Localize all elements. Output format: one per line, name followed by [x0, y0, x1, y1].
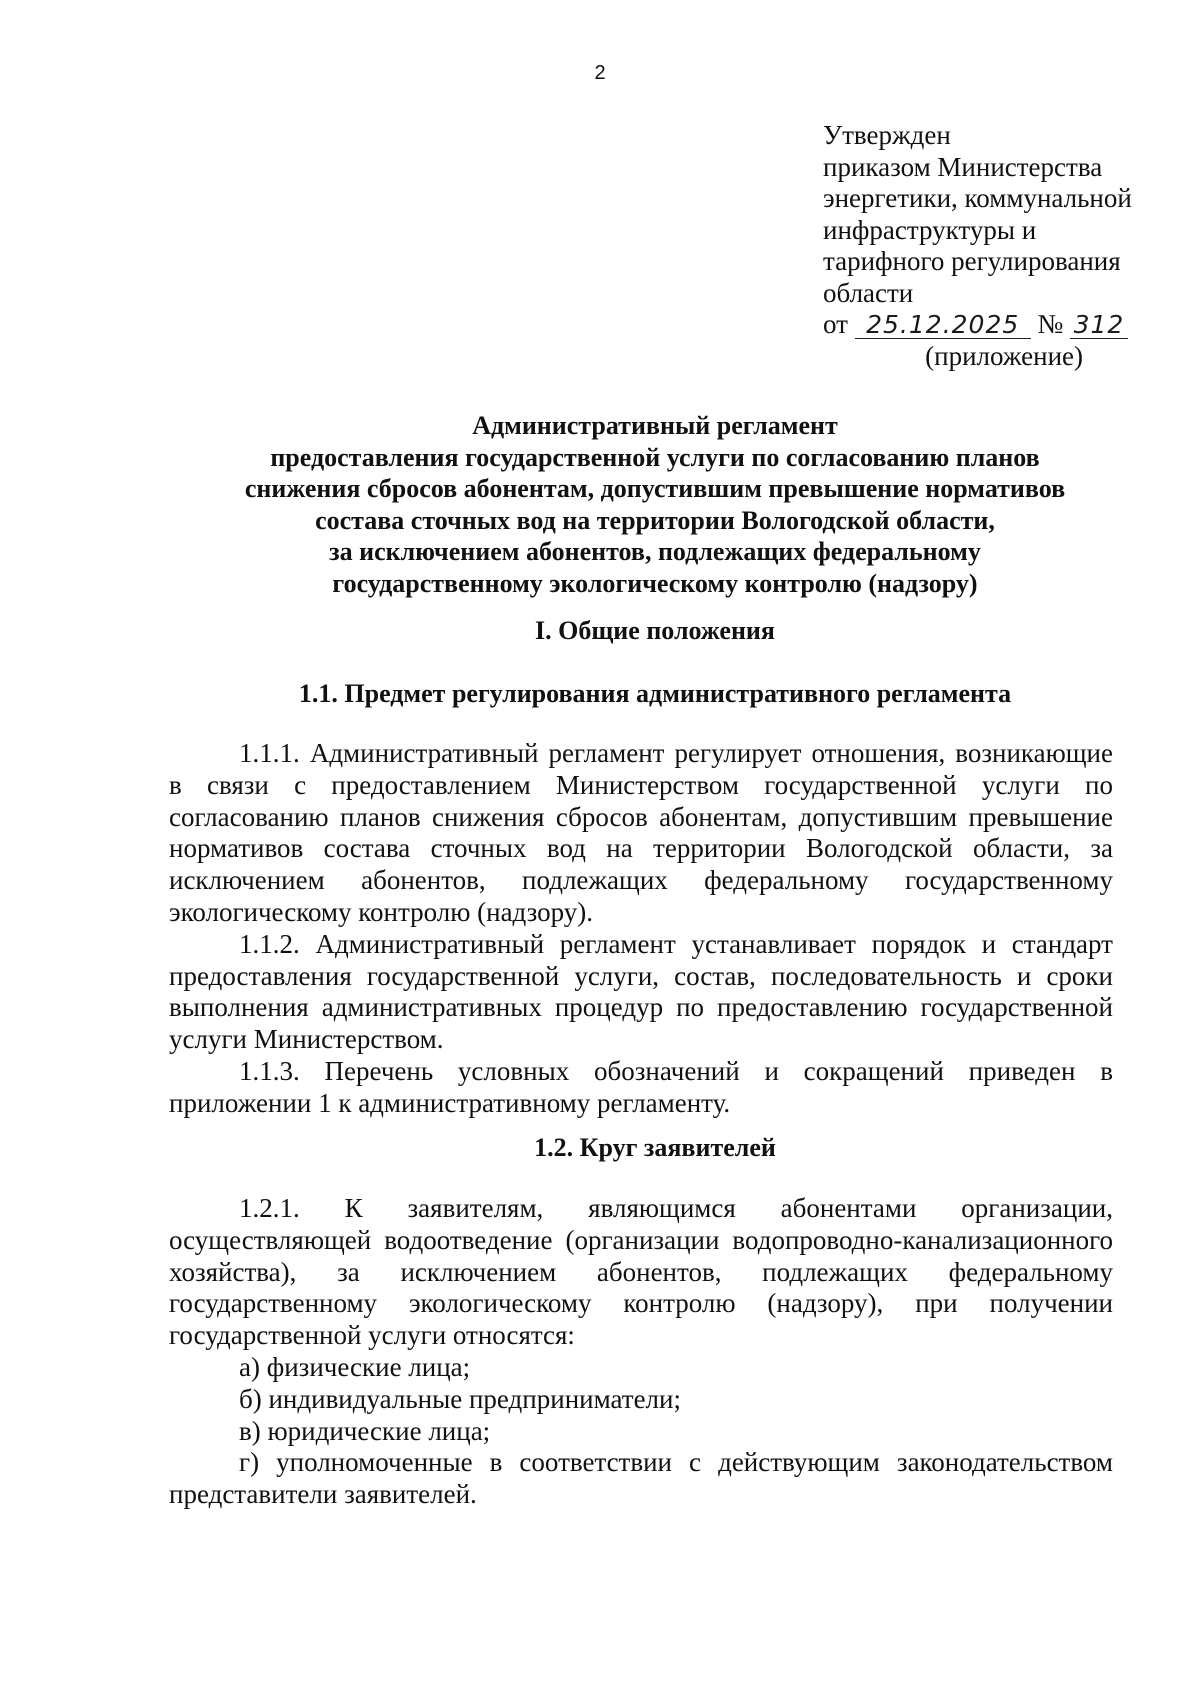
paragraph: 1.1.3. Перечень условных обозначений и сокращений приведен в приложении 1 к административному регламенту. [169, 1055, 1113, 1118]
paragraph: 1.1.1. Административный регламент регулирует отношения, возникающие в связи с предоставлением Министерством государственной услуги по согласованию планов снижения сбросов абонентам, допустившим превышение нормативов состава сточных вод на территории Вологодской области, за исключением абонентов, подлежащих федеральному государственному экологическому контролю (надзору). [169, 738, 1113, 927]
subsection-1-2-body [169, 1193, 1113, 1511]
list-item: а) физические лица; [239, 1351, 471, 1382]
paragraph: 1.1.2. Административный регламент устанавливает порядок и стандарт предоставления государственной услуги, состав, последовательность и сроки выполнения административных процедур по предоставлению государственной услуги Министерством. [169, 928, 1113, 1055]
title-line: за исключением абонентов, подлежащих федеральному [329, 537, 981, 566]
list-item: б) индивидуальные предприниматели; [239, 1383, 681, 1414]
title-line: Административный регламент [472, 411, 838, 440]
approval-line: приказом Министерства [823, 151, 1103, 182]
approval-line: Утвержден [823, 120, 951, 150]
list-item: г) уполномоченные в соответствии с действующим законодательством представители заявителей. [169, 1447, 1113, 1510]
approval-date-number-line [823, 309, 1193, 341]
approval-line: тарифного регулирования [823, 246, 1121, 276]
section-heading: I. Общие положения [535, 616, 775, 645]
title-line: государственному экологическому контролю (надзору) [332, 568, 978, 598]
subsection-heading: 1.1. Предмет регулирования административного регламента [298, 679, 1012, 708]
number-sign: № [1037, 309, 1064, 339]
page-number: 2 [594, 62, 606, 84]
date-prefix: от [823, 309, 848, 339]
subsection-heading: 1.2. Круг заявителей [534, 1133, 776, 1162]
title-line: состава сточных вод на территории Вологодской области, [315, 505, 995, 535]
handwritten-order-number: 312 [1070, 312, 1128, 339]
approval-line: энергетики, коммунальной [823, 183, 1132, 213]
paragraph: 1.2.1. К заявителям, являющимся абонентами организации, осуществляющей водоотведение (организации водопроводно-канализационного хозяйства), за исключением абонентов, подлежащих федеральному государственному экологическому контролю (надзору), при получении государственной услуги относятся: [169, 1193, 1113, 1351]
list-item: в) юридические лица; [239, 1415, 491, 1446]
handwritten-date: 25.12.2025 [855, 312, 1031, 339]
subsection-1-1-body [169, 738, 1113, 1120]
title-line: предоставления государственной услуги по согласованию планов [270, 442, 1040, 472]
approval-line: инфраструктуры и [823, 214, 1037, 245]
approval-stamp-block [823, 120, 1193, 372]
approval-line: области [823, 277, 914, 308]
title-line: снижения сбросов абонентам, допустившим превышение нормативов [244, 474, 1066, 503]
annex-note: (приложение) [925, 340, 1083, 371]
document-title [160, 410, 1150, 599]
